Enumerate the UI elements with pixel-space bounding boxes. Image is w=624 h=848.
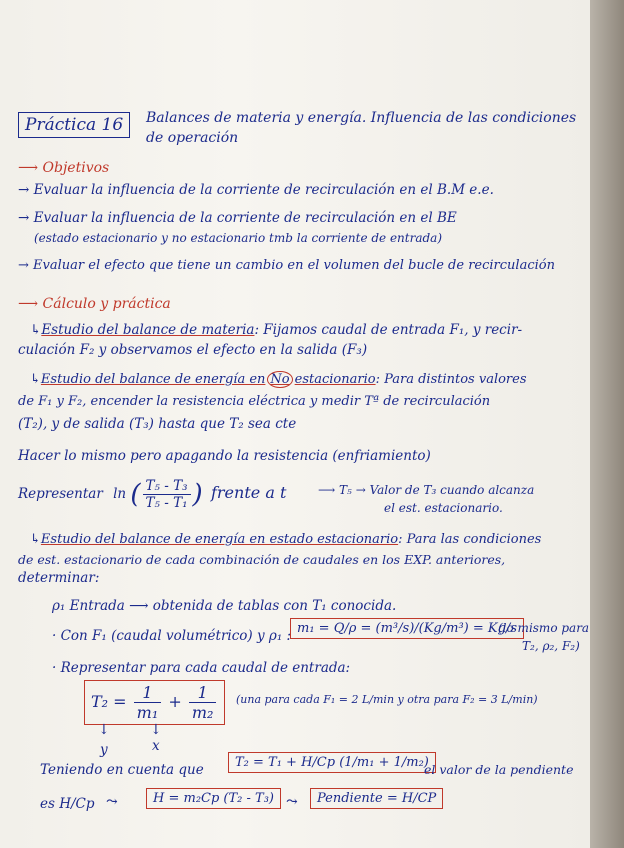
arrow-icon: ⟶ (18, 296, 39, 312)
squiggle-arrow-icon: ⤳ (286, 794, 298, 810)
objetivos-heading (18, 160, 109, 176)
ee-line3: determinar: (18, 570, 100, 586)
bullet-con-f1: · Con F₁ (caudal volumétrico) y ρ₁ : (52, 628, 292, 644)
t5-label: T₅ (339, 483, 352, 497)
materia-line1 (30, 322, 522, 338)
denominator-m2: m₂ (191, 703, 214, 722)
one-over-m1 (134, 683, 162, 722)
objetivo-item (18, 258, 555, 274)
teniendo-text: Teniendo en cuenta que (40, 762, 204, 778)
denominator-m1: m₁ (136, 703, 159, 722)
objetivo-text: Evaluar la influencia de la corriente de recirculación en el B.M e.e. (33, 182, 494, 198)
t5-note (318, 482, 534, 498)
numerator-one: 1 (134, 683, 162, 703)
energia-title: Estudio del balance de energía en (40, 372, 266, 387)
bullet-note1: (lo mismo para (498, 621, 590, 635)
arrow-icon: → (18, 182, 30, 198)
practice-label-box (18, 112, 130, 138)
paren-open: ( (130, 479, 141, 510)
bullet-note2: T₂, ρ₂, F₂) (522, 639, 580, 653)
bullet-representar: · Representar para cada caudal de entrada: (52, 660, 351, 676)
objetivo-text: Evaluar el efecto que tiene un cambio en el volumen del bucle de recirculación (33, 258, 555, 273)
page-title-line1: Balances de materia y energía. Influencia de las condiciones (146, 110, 577, 126)
notebook-edge (590, 0, 624, 848)
pendiente-text: Pendiente = H/CP (317, 791, 437, 806)
down-arrow-x: ↓ (150, 722, 162, 738)
y-label: y (100, 742, 108, 758)
energia-title-b: estacionario (294, 372, 376, 387)
arrow-icon: ⟶ (318, 483, 336, 497)
bullet-rho: ρ₁ Entrada ⟶ obtenida de tablas con T₁ conocida. (52, 598, 397, 614)
objetivo-item (18, 182, 494, 198)
m1-formula: m₁ = Q/ρ = (m³/s)/(Kg/m³) = Kg/s (297, 621, 517, 636)
calculo-heading-text: Cálculo y práctica (42, 296, 171, 312)
materia-line2: culación F₂ y observamos el efecto en la salida (F₃) (18, 342, 368, 358)
ee-line1 (30, 532, 541, 548)
x-label: x (152, 738, 160, 754)
calculo-heading (18, 296, 171, 312)
objetivo-item-cont: (estado estacionario y no estacionario tmb la corriente de entrada) (34, 231, 443, 245)
energia-text: : Para distintos valores (375, 372, 527, 387)
corner-arrow-icon: ↳ (30, 322, 42, 338)
ee-title: Estudio del balance de energía en estado estacionario (40, 532, 399, 547)
page-title-line2: de operación (146, 130, 239, 146)
h-formula: H = m₂Cp (T₂ - T₃) (153, 791, 274, 806)
objetivo-item (18, 210, 457, 226)
arrow-icon: ⟶ (18, 160, 39, 176)
one-over-m2 (189, 683, 217, 722)
ee-line2: de est. estacionario de cada combinación de caudales en los EXP. anteriores, (18, 552, 506, 567)
arrow-icon: → (18, 210, 30, 226)
representar-row (18, 478, 286, 518)
eq-note: (una para cada F₁ = 2 L/min y otra para F₂ = 3 L/min) (236, 693, 538, 706)
materia-text: : Fijamos caudal de entrada F₁, y recir- (254, 322, 523, 338)
objetivos-heading-text: Objetivos (42, 160, 110, 176)
materia-title: Estudio del balance de materia (41, 322, 255, 338)
m1-formula-box (290, 618, 524, 639)
corner-arrow-icon: ↳ (30, 532, 41, 547)
plus-sign: + (168, 692, 182, 711)
t2-equation-box (84, 680, 225, 725)
ee-text: : Para las condiciones (398, 532, 542, 547)
t5-note-line2: el est. estacionario. (384, 501, 503, 515)
down-arrow-y: ↓ (98, 722, 110, 738)
t5-note-line1: Valor de T₃ cuando alcanza (369, 483, 535, 497)
fraction-denominator: T₅ - T₁ (145, 495, 188, 511)
energia-line1 (30, 372, 527, 388)
objetivo-text: Evaluar la influencia de la corriente de recirculación en el BE (33, 210, 457, 226)
numerator-one: 1 (189, 683, 217, 703)
hacer-line: Hacer lo mismo pero apagando la resistencia (enfriamiento) (18, 448, 431, 464)
ln-fraction (143, 478, 191, 511)
practice-label: Práctica 16 (25, 115, 124, 135)
es-hcp: es H/Cp (40, 796, 95, 812)
arrow-icon: → (355, 483, 366, 497)
arrow-icon: → (18, 258, 29, 273)
h-formula-box (146, 788, 281, 809)
paren-close: ) (192, 479, 203, 510)
representar-text: Representar (18, 486, 103, 502)
fraction-numerator: T₅ - T₃ (143, 478, 191, 495)
frente-text: frente a t (210, 483, 287, 502)
t2-full-formula: T₂ = T₁ + H/Cp (1/m₁ + 1/m₂) (235, 755, 429, 770)
pendiente-box (310, 788, 443, 809)
corner-arrow-icon: ↳ (30, 372, 41, 387)
energia-line2: de F₁ y F₂, encender la resistencia eléctrica y medir Tª de recirculación (18, 394, 491, 409)
t2-full-box (228, 752, 436, 773)
energia-line3: (T₂), y de salida (T₃) hasta que T₂ sea cte (18, 416, 297, 432)
valor-pendiente: el valor de la pendiente (424, 762, 574, 777)
energia-no-circled: No (267, 371, 292, 388)
t2-lhs: T₂ = (91, 692, 127, 711)
ln-text: ln (113, 486, 127, 502)
squiggle-arrow-icon: ⤳ (106, 794, 118, 810)
